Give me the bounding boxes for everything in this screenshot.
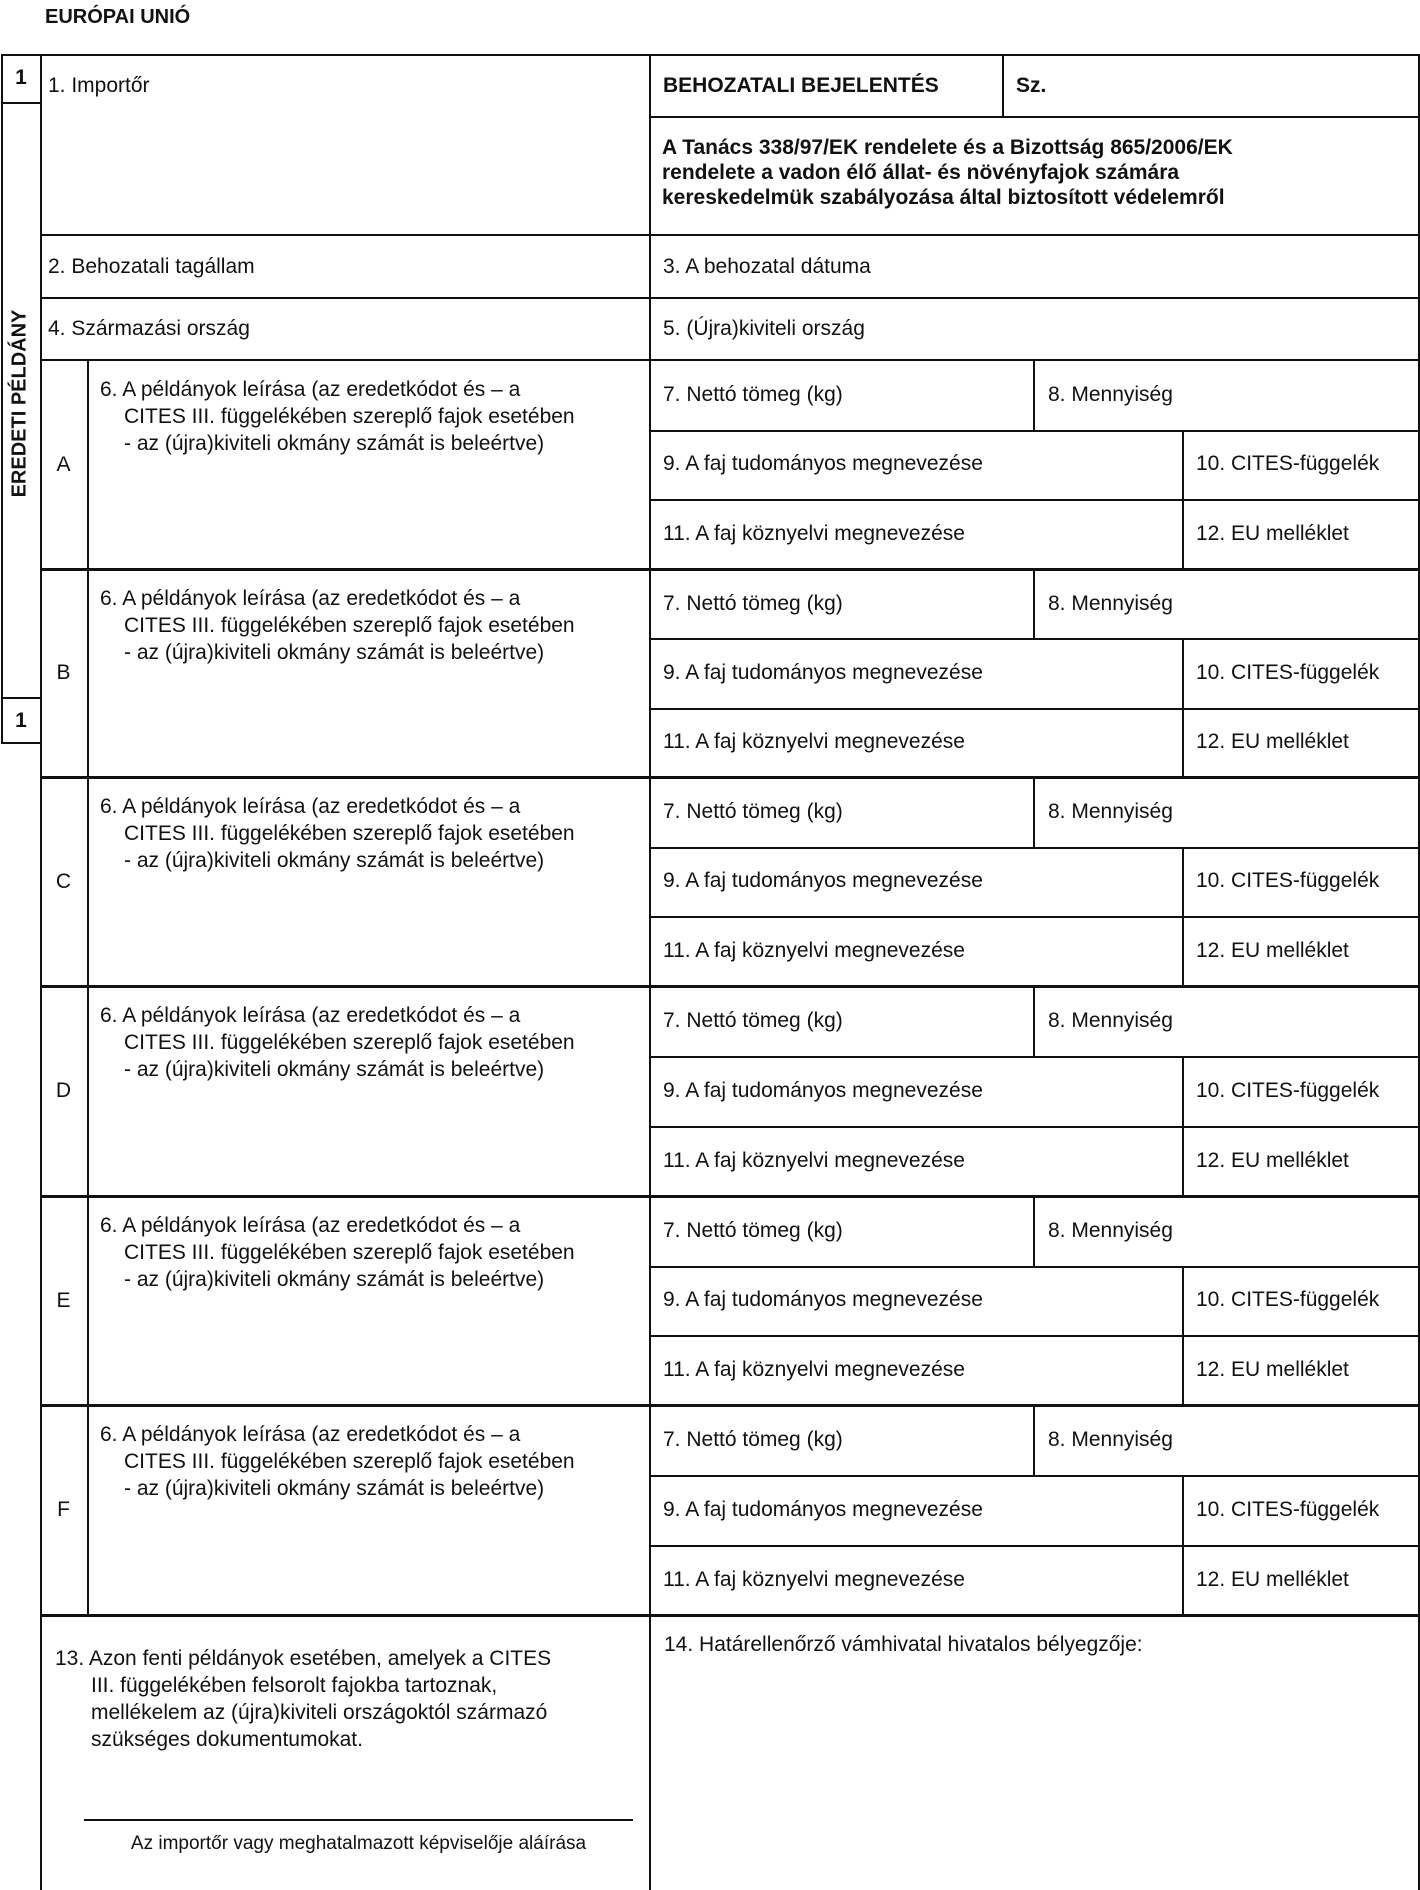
copy-label: EREDETI PÉLDÁNY: [8, 309, 31, 497]
common-name-field[interactable]: 11. A faj köznyelvi megnevezése: [663, 939, 965, 963]
scientific-name-field[interactable]: 9. A faj tudományos megnevezése: [663, 1288, 983, 1312]
cites-appendix-field[interactable]: 10. CITES-függelék: [1196, 452, 1380, 476]
form-title: BEHOZATALI BEJELENTÉS: [663, 74, 939, 97]
cites-appendix-field[interactable]: 10. CITES-függelék: [1196, 1288, 1380, 1312]
common-name-field[interactable]: 11. A faj köznyelvi megnevezése: [663, 522, 965, 546]
origin-country-field[interactable]: 4. Származási ország: [48, 317, 250, 340]
scientific-name-field[interactable]: 9. A faj tudományos megnevezése: [663, 1079, 983, 1102]
common-name-field[interactable]: 11. A faj köznyelvi megnevezése: [663, 1568, 965, 1591]
common-name-field[interactable]: 11. A faj köznyelvi megnevezése: [663, 1358, 965, 1382]
eu-annex-field[interactable]: 12. EU melléklet: [1196, 1358, 1349, 1382]
specimen-letter: B: [56, 661, 71, 684]
quantity-field[interactable]: 8. Mennyiség: [1048, 1009, 1173, 1032]
scientific-name-field[interactable]: 9. A faj tudományos megnevezése: [663, 1498, 983, 1521]
cites-appendix-field[interactable]: 10. CITES-függelék: [1196, 1079, 1380, 1102]
eu-annex-field[interactable]: 12. EU melléklet: [1196, 522, 1349, 546]
quantity-field[interactable]: 8. Mennyiség: [1048, 1428, 1173, 1451]
union-heading: EURÓPAI UNIÓ: [45, 6, 191, 28]
net-mass-field[interactable]: 7. Nettó tömeg (kg): [663, 382, 843, 406]
import-date-field[interactable]: 3. A behozatal dátuma: [663, 254, 871, 278]
member-state-field[interactable]: 2. Behozatali tagállam: [48, 254, 255, 278]
net-mass-field[interactable]: 7. Nettó tömeg (kg): [663, 1428, 843, 1451]
quantity-field[interactable]: 8. Mennyiség: [1048, 1218, 1173, 1242]
net-mass-field[interactable]: 7. Nettó tömeg (kg): [663, 799, 843, 823]
specimen-letter: A: [56, 452, 71, 476]
eu-annex-field[interactable]: 12. EU melléklet: [1196, 939, 1349, 963]
quantity-field[interactable]: 8. Mennyiség: [1048, 382, 1173, 406]
specimen-letter: D: [55, 1079, 72, 1102]
scientific-name-field[interactable]: 9. A faj tudományos megnevezése: [663, 660, 983, 684]
signature-line[interactable]: [84, 1819, 633, 1821]
copy-number-bottom: 1: [15, 709, 27, 732]
importer-field[interactable]: 1. Importőr: [48, 74, 150, 97]
specimen-letter: E: [56, 1288, 71, 1312]
description-field[interactable]: 6. A példányok leírása (az eredetkódot és – a CITES III. függelékében szereplő fajok esetében - az (újra)kiviteli okmány számát is beleértve): [100, 1214, 575, 1291]
specimen-letter: C: [55, 869, 72, 893]
copy-number-top: 1: [15, 66, 27, 89]
description-field[interactable]: 6. A példányok leírása (az eredetkódot és – a CITES III. függelékében szereplő fajok esetében - az (újra)kiviteli okmány számát is beleértve): [100, 1004, 575, 1081]
scientific-name-field[interactable]: 9. A faj tudományos megnevezése: [663, 452, 983, 476]
net-mass-field[interactable]: 7. Nettó tömeg (kg): [663, 591, 843, 615]
quantity-field[interactable]: 8. Mennyiség: [1048, 591, 1173, 615]
net-mass-field[interactable]: 7. Nettó tömeg (kg): [663, 1009, 843, 1032]
description-field[interactable]: 6. A példányok leírása (az eredetkódot és – a CITES III. függelékében szereplő fajok esetében - az (újra)kiviteli okmány számát is beleértve): [100, 587, 575, 664]
eu-annex-field[interactable]: 12. EU melléklet: [1196, 730, 1349, 754]
signature-caption: Az importőr vagy meghatalmazott képviselője aláírása: [130, 1833, 587, 1854]
description-field[interactable]: 6. A példányok leírása (az eredetkódot és – a CITES III. függelékében szereplő fajok esetében - az (újra)kiviteli okmány számát is beleértve): [100, 1423, 575, 1500]
scientific-name-field[interactable]: 9. A faj tudományos megnevezése: [663, 869, 983, 893]
net-mass-field[interactable]: 7. Nettó tömeg (kg): [663, 1218, 843, 1242]
specimen-letter: F: [57, 1498, 70, 1521]
cites-appendix-field[interactable]: 10. CITES-függelék: [1196, 660, 1380, 684]
cites-appendix-field[interactable]: 10. CITES-függelék: [1196, 869, 1380, 893]
number-field[interactable]: Sz.: [1016, 74, 1047, 97]
eu-annex-field[interactable]: 12. EU melléklet: [1196, 1568, 1349, 1591]
eu-annex-field[interactable]: 12. EU melléklet: [1196, 1149, 1349, 1172]
common-name-field[interactable]: 11. A faj köznyelvi megnevezése: [663, 730, 965, 754]
common-name-field[interactable]: 11. A faj köznyelvi megnevezése: [663, 1149, 965, 1172]
cites-appendix-field[interactable]: 10. CITES-függelék: [1196, 1498, 1380, 1521]
customs-stamp-field[interactable]: 14. Határellenőrző vámhivatal hivatalos bélyegzője:: [664, 1633, 1143, 1656]
description-field[interactable]: 6. A példányok leírása (az eredetkódot és – a CITES III. függelékében szereplő fajok esetében - az (újra)kiviteli okmány számát is beleértve): [100, 378, 575, 455]
quantity-field[interactable]: 8. Mennyiség: [1048, 799, 1173, 823]
reexport-country-field[interactable]: 5. (Újra)kiviteli ország: [663, 317, 865, 340]
documents-declaration: 13. Azon fenti példányok esetében, amelyek a CITES III. függelékében felsorolt fajokba tartoznak, mellékelem az (újra)kiviteli országoktól származó szükséges dokumentumokat.: [55, 1647, 552, 1751]
regulation-text: A Tanács 338/97/EK rendelete és a Bizottság 865/2006/EK rendelete a vadon élő állat- és növényfajok számára kereskedelmük szabályozása által biztosított védelemről: [662, 136, 1233, 209]
description-field[interactable]: 6. A példányok leírása (az eredetkódot és – a CITES III. függelékében szereplő fajok esetében - az (újra)kiviteli okmány számát is beleértve): [100, 795, 575, 872]
